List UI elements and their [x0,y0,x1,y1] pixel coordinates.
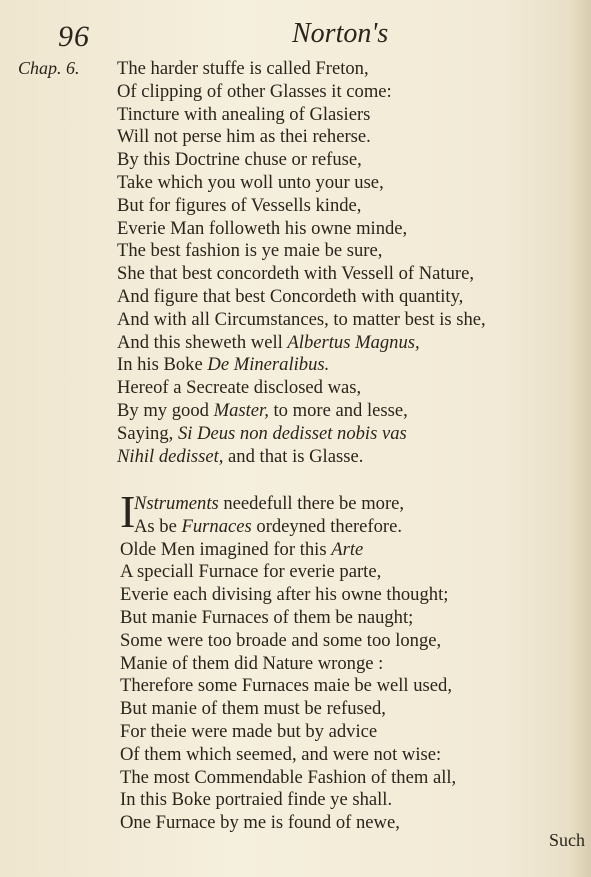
verse-text: But for figures of Vessells kinde, [117,194,362,216]
verse-line [117,195,557,218]
verse-line [120,630,560,653]
verse-text: A speciall Furnace for everie parte, [120,561,382,583]
verse-line [117,286,557,309]
verse-line [117,172,557,195]
verse-line [117,149,557,172]
verse-text: Therefore some Furnaces maie be well used, [120,675,452,697]
verse-text: Some were too broade and some too longe, [120,629,442,651]
verse-line [120,698,560,721]
verse-line [120,607,560,630]
italic-text: Arte [331,538,364,560]
verse-line [120,584,560,607]
verse-text: Tincture with anealing of Glasiers [117,103,371,125]
verse-text: and that is Glasse. [223,445,364,467]
verse-text: But manie of them must be refused, [120,698,386,720]
verse-line [117,309,557,332]
verse-line [117,423,557,446]
verse-line [120,789,560,812]
verse-text: The best fashion is ye maie be sure, [117,240,383,262]
verse-text: In his Boke [117,354,208,376]
running-head: Norton's [292,18,389,49]
verse-text: ordeyned therefore. [251,515,402,537]
italic-text: Master, [213,399,269,421]
page-gutter-shadow [569,0,591,877]
verse-line [117,104,557,127]
verse-text: needefull there be more, [218,493,405,514]
verse-text: But manie Furnaces of them be naught; [120,606,414,628]
verse-line [117,263,557,286]
verse-line [117,58,557,81]
verse-stanza-1 [117,58,557,468]
verse-line [120,653,560,676]
verse-text: She that best concordeth with Vessell of Nature, [117,263,474,285]
verse-line [117,240,557,263]
italic-text: Furnaces [181,515,252,537]
verse-text: Saying, [117,422,178,444]
verse-text: By my good [117,399,214,421]
verse-text: Everie Man followeth his owne minde, [117,217,408,239]
verse-line [117,218,557,241]
verse-text: Everie each divising after his owne thought; [120,584,449,606]
verse-line [120,561,560,584]
verse-line [117,400,557,423]
verse-line [120,812,560,835]
verse-text: Of them which seemed, and were not wise: [120,743,442,765]
verse-stanza-2 [120,493,560,835]
verse-line [120,744,560,767]
drop-capital: I [120,486,136,537]
verse-text: Olde Men imagined for this [120,538,332,560]
italic-text: Albertus Magnus, [287,331,420,353]
verse-line [120,539,560,562]
italic-text: Si Deus non dedisset nobis vas [177,422,407,444]
verse-line [117,332,557,355]
italic-text: Nihil dedisset, [117,445,224,467]
page-number: 96 [58,20,90,53]
verse-text: And this sheweth well [117,331,288,353]
italic-text: De Mineralibus. [207,354,330,376]
verse-text: And figure that best Concordeth with quantity, [117,285,464,307]
verse-line [120,516,560,539]
verse-line [117,126,557,149]
verse-text: The most Commendable Fashion of them all, [120,766,457,788]
verse-text: By this Doctrine chuse or refuse, [117,149,362,171]
verse-text: For theie were made but by advice [120,720,378,742]
verse-text: Take which you woll unto your use, [117,171,384,193]
verse-text: Manie of them did Nature wronge : [120,652,384,674]
verse-text: And with all Circumstances, to matter best is she, [117,308,486,330]
verse-text: Of clipping of other Glasses it come: [117,80,392,102]
verse-line [120,721,560,744]
verse-text: to more and lesse, [268,399,408,421]
verse-text: Hereof a Secreate disclosed was, [117,377,362,399]
verse-line [117,446,557,469]
margin-chapter-note: Chap. 6. [18,58,80,78]
verse-line [117,377,557,400]
verse-line [120,493,560,516]
verse-line [117,354,557,377]
verse-line [117,81,557,104]
italic-text: Nstruments [134,493,219,514]
verse-text: The harder stuffe is called Freton, [117,58,369,79]
verse-line [120,675,560,698]
verse-line [120,767,560,790]
verse-text: One Furnace by me is found of newe, [120,812,400,834]
verse-text: As be [134,515,182,537]
verse-text: Will not perse him as thei reherse. [117,126,371,148]
verse-text: In this Boke portraied finde ye shall. [120,789,393,811]
catchword: Such [549,830,585,850]
